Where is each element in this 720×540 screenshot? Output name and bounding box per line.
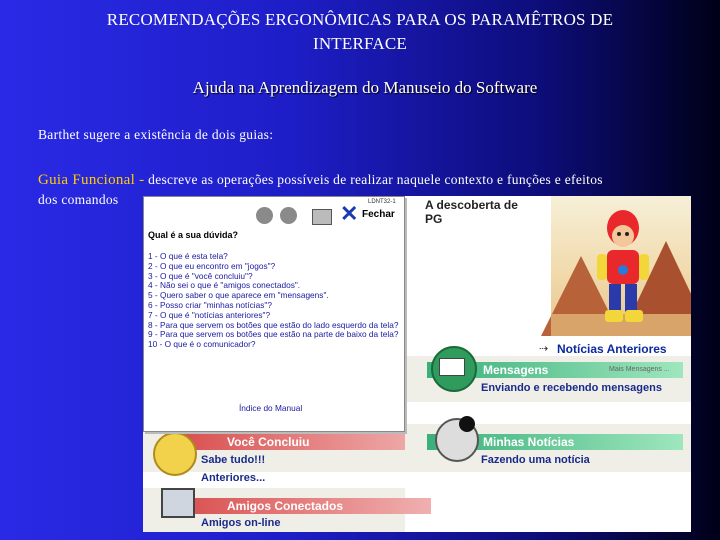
printer-icon[interactable] [312,209,332,225]
help-toolbar [144,197,404,227]
help-question: Qual é a sua dúvida? [148,230,239,240]
slide-title-line-1: RECOMENDAÇÕES ERGONÔMICAS PARA OS PARAMÊTROS DE [106,10,614,29]
help-options-list [148,252,400,350]
discovery-name: PG [425,212,443,226]
manual-index-link[interactable]: Índice do Manual [239,403,303,413]
help-option[interactable]: 10 - O que é o comunicador? [148,339,256,350]
messages-label: Mensagens [483,363,549,377]
close-icon[interactable]: ✕ [340,201,359,226]
back-arrow-icon[interactable] [256,207,273,224]
help-option[interactable]: 1 - O que é esta tela? [148,251,228,261]
friends-sub: Amigos on-line [201,517,281,529]
computer-icon[interactable] [161,488,195,518]
messages-hint: Mais Mensagens ... [609,366,670,373]
arrow-icon: ⇢ [539,343,549,355]
trophy-icon[interactable] [153,432,197,476]
slide-title-line-2: INTERFACE [312,34,408,53]
help-option[interactable]: 2 - O que eu encontro em "jogos"? [148,260,276,271]
help-option[interactable]: 8 - Para que servem os botões que estão do lado esquerdo da tela? [148,319,399,330]
help-option[interactable]: 7 - O que é "notícias anteriores"? [148,309,271,320]
microphone-head-icon [459,416,475,432]
mynews-label: Minhas Notícias [483,435,575,449]
news-previous-link[interactable]: Notícias Anteriores [557,342,667,356]
envelope-icon [439,358,465,376]
slide-subtitle: Ajuda na Aprendizagem do Manuseio do Software [192,78,538,97]
help-option[interactable]: 6 - Posso criar "minhas notícias"? [148,299,272,310]
discovery-title: A descoberta de [425,198,518,212]
mynews-sub: Fazendo uma notícia [481,454,590,466]
help-option[interactable]: 3 - O que é "você concluiu"? [148,270,253,281]
friends-label: Amigos Conectados [227,499,344,513]
intro-text: Barthet sugere a existência de dois guias: [38,127,274,142]
guide-term: Guia Funcional - [38,172,145,188]
concluded-bar[interactable] [165,434,431,450]
help-option[interactable]: 9 - Para que servem os botões que estão na parte de baixo da tela? [148,329,399,340]
guide-text-2: dos comandos [38,192,119,207]
concluded-label: Você Concluiu [227,435,310,449]
forward-arrow-icon[interactable] [280,207,297,224]
help-option[interactable]: 4 - Não sei o que é "amigos conectados". [148,280,301,291]
help-option[interactable]: 5 - Quero saber o que aparece em "mensagens". [148,290,329,301]
hero-character-icon [593,206,653,324]
help-code: LDNT32-1 [368,199,396,205]
friends-bar[interactable] [165,498,431,514]
help-window [143,196,405,432]
concluded-sub-1: Sabe tudo!!! [201,454,266,466]
close-label[interactable]: Fechar [362,209,395,220]
messages-sub: Enviando e recebendo mensagens [481,382,662,394]
guide-text-1: descreve as operações possíveis de realizar naquele contexto e funções e efeitos [148,172,603,187]
slide-title [0,8,720,56]
concluded-sub-2: Anteriores... [201,472,266,484]
